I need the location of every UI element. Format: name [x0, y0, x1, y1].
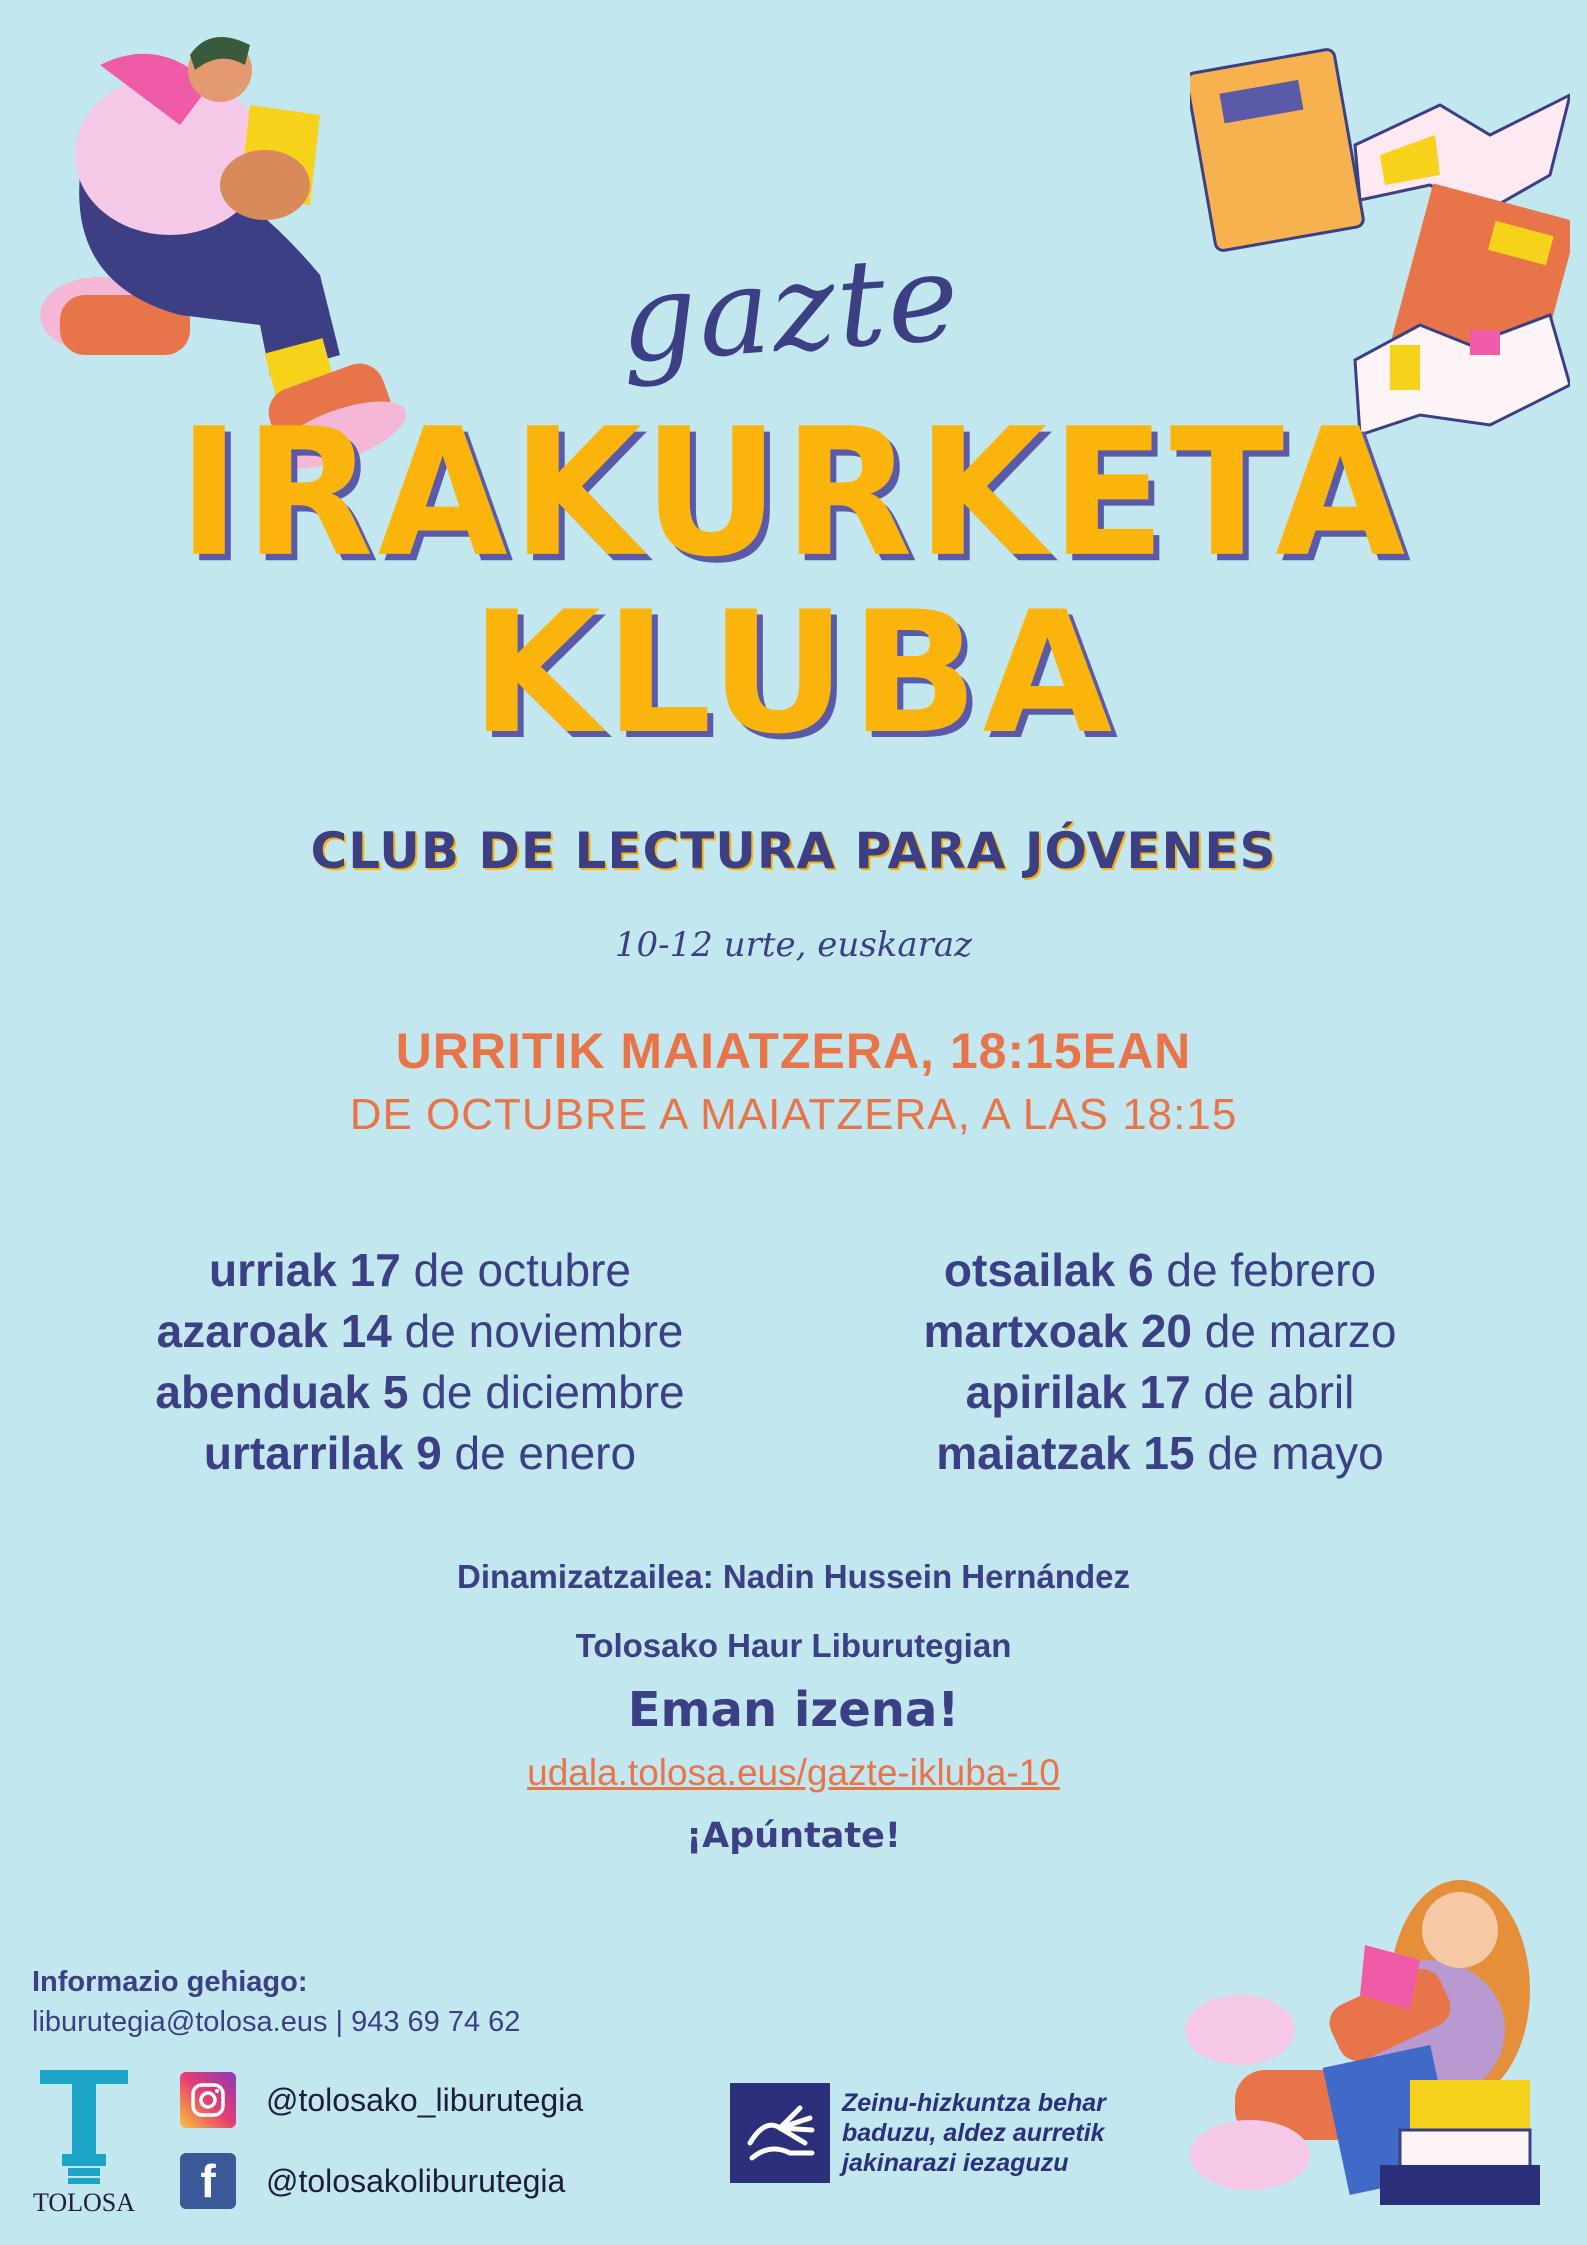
date-item: azaroak 14 de noviembre [156, 1305, 684, 1357]
sign-line: Zeinu-hizkuntza behar [842, 2089, 1106, 2117]
schedule-eu: URRITIK MAIATZERA, 18:15EAN [395, 1023, 1192, 1079]
sign-line: jakinarazi iezaguzu [842, 2149, 1069, 2177]
date-item: otsailak 6 de febrero [943, 1244, 1377, 1296]
register-es: ¡Apúntate! [686, 1816, 901, 1856]
sign-line: baduzu, aldez aurretik [842, 2119, 1105, 2147]
date-item: urriak 17 de octubre [209, 1244, 631, 1296]
instagram-handle: @tolosako_liburutegia [266, 2081, 584, 2118]
date-item: apirilak 17 de abril [965, 1366, 1355, 1418]
sign-language-notice [730, 2083, 1166, 2183]
dates-column-right [780, 1240, 1540, 1484]
facebook-handle: @tolosakoliburutegia [266, 2162, 566, 2199]
reading-girl-illustration [1180, 1870, 1560, 2210]
date-item: urtarrilak 9 de enero [203, 1427, 637, 1479]
date-item: martxoak 20 de marzo [923, 1305, 1397, 1357]
register-link[interactable]: udala.tolosa.eus/gazte-ikluba-10 [527, 1752, 1060, 1793]
instagram-icon [180, 2072, 236, 2128]
register-heading: Eman izena! [627, 1682, 960, 1738]
tolosa-logo [32, 2070, 136, 2220]
date-item: abenduak 5 de diciembre [155, 1366, 685, 1418]
logo-text: TOLOSA [32, 2188, 136, 2217]
schedule-es: DE OCTUBRE A MAIATZERA, A LAS 18:15 [349, 1090, 1238, 1139]
dates-column-left [40, 1240, 800, 1484]
date-item: maiatzak 15 de mayo [936, 1427, 1384, 1479]
facebook-icon: f [180, 2153, 236, 2209]
club-title-es: CLUB DE LECTURA PARA JÓVENES [310, 822, 1277, 880]
age-subtitle: 10-12 urte, euskaraz [614, 925, 973, 965]
instagram-row[interactable] [180, 2072, 583, 2128]
location: Tolosako Haur Liburutegian [575, 1627, 1012, 1664]
sign-language-icon [730, 2083, 830, 2183]
title-line2: KLUBA [470, 575, 1117, 771]
contact-heading: Informazio gehiago: [32, 1966, 308, 1998]
title-line1: IRAKURKETA [177, 390, 1410, 596]
contact-line[interactable]: liburutegia@tolosa.eus | 943 69 74 62 [32, 2006, 521, 2038]
title-script: gazte [615, 228, 965, 391]
facebook-row[interactable] [180, 2153, 565, 2209]
facilitator: Dinamizatzailea: Nadin Hussein Hernández [456, 1558, 1130, 1595]
